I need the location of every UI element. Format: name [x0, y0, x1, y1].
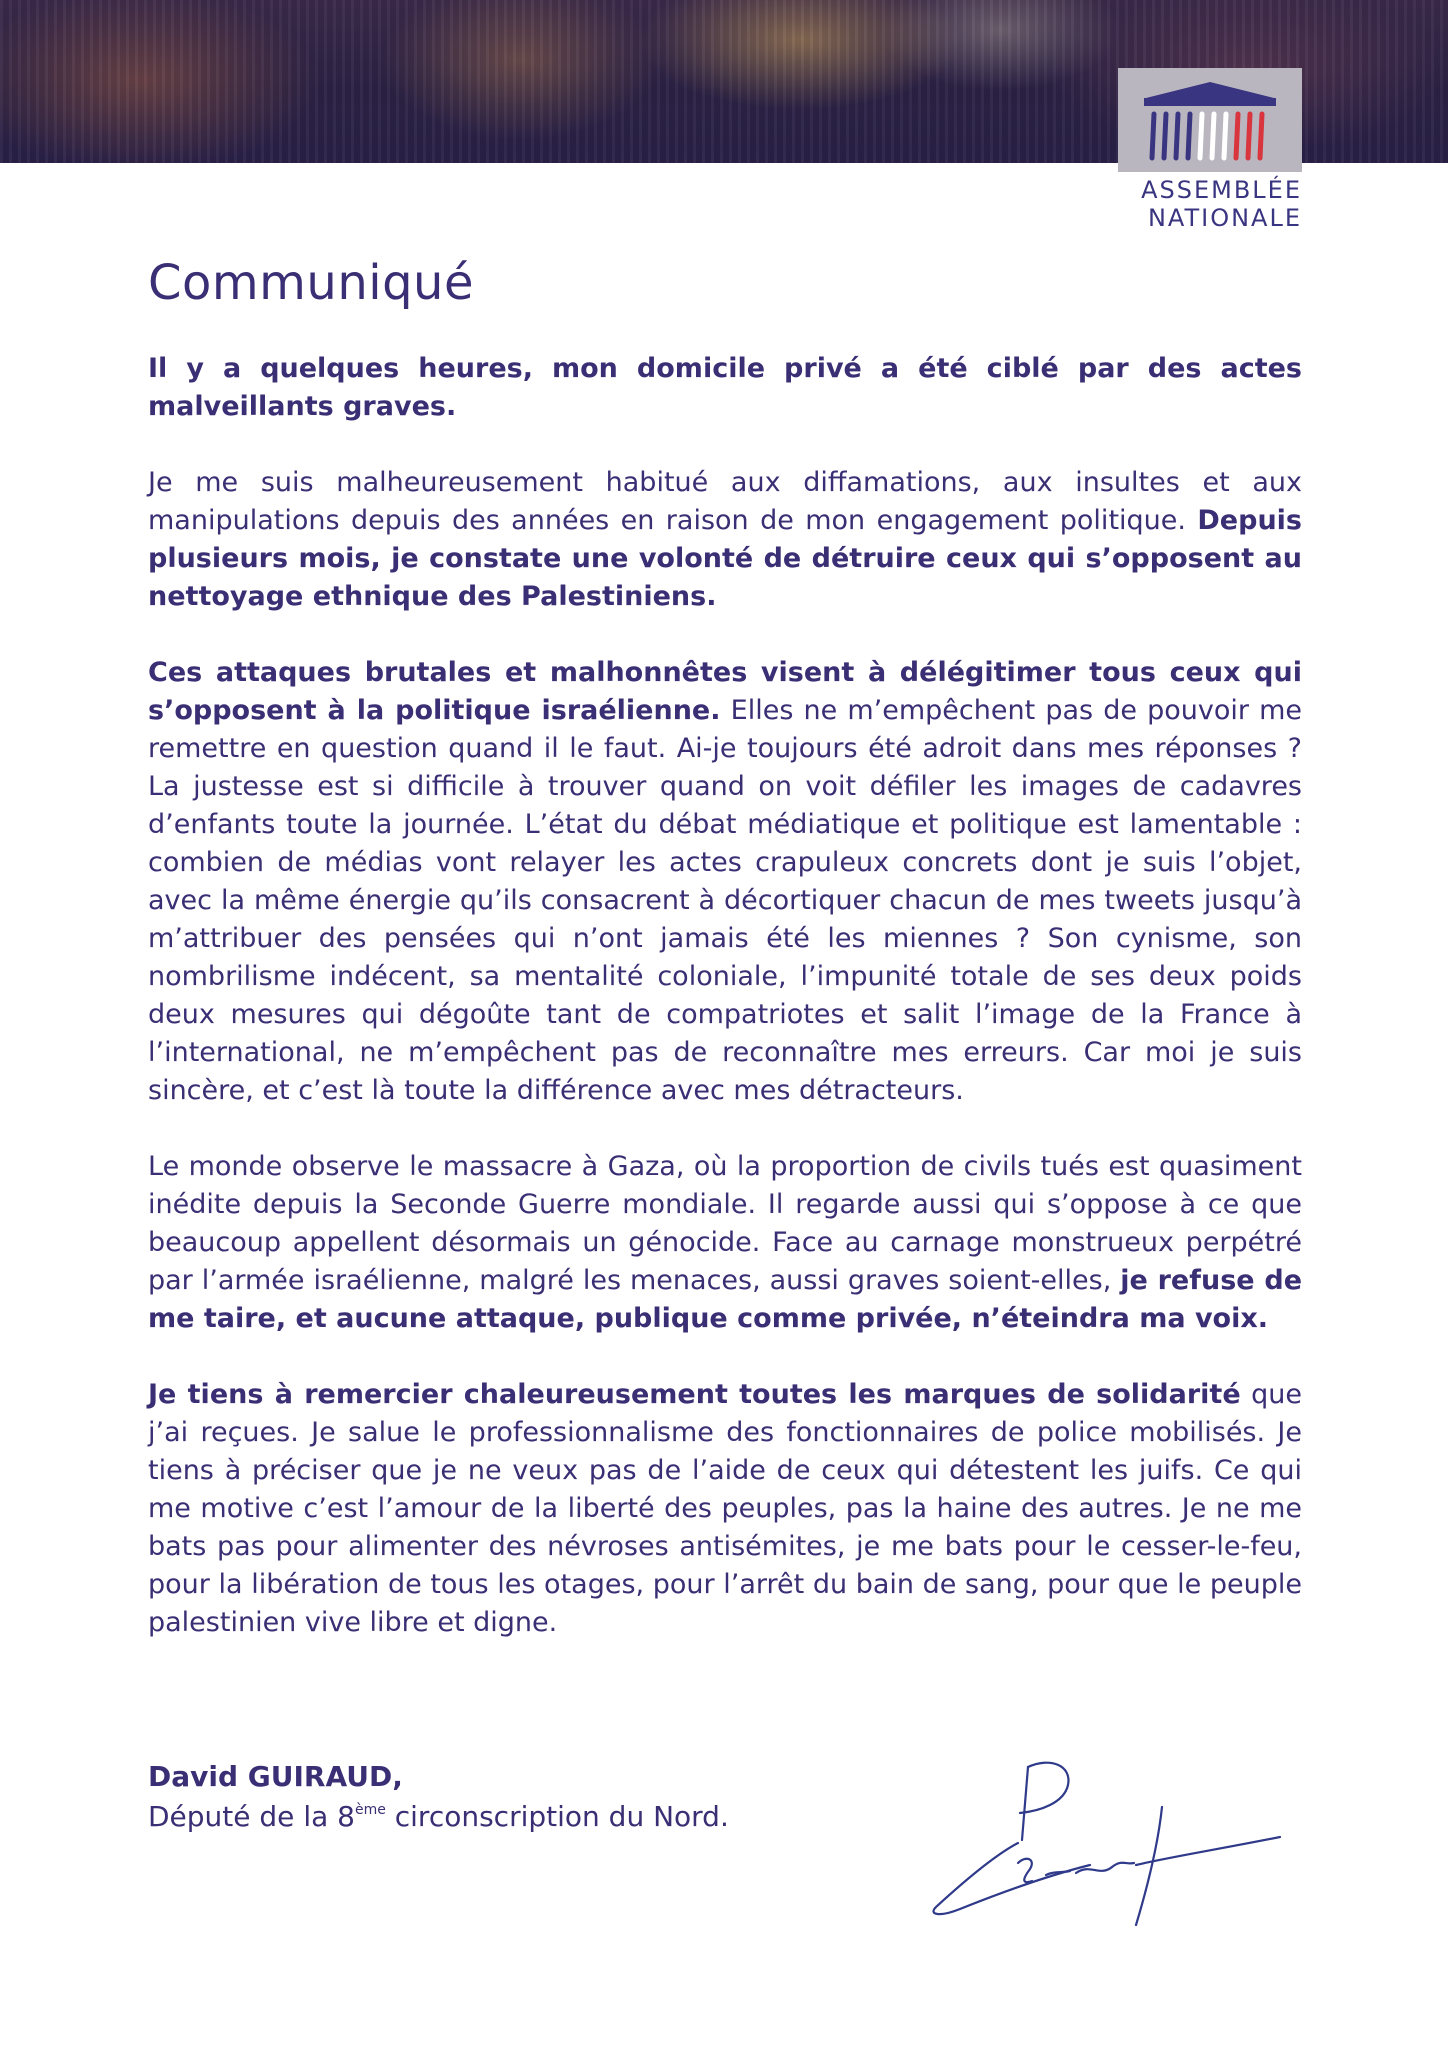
body-paragraph [148, 464, 1302, 616]
body-paragraph [148, 1148, 1302, 1338]
logo-line-2: NATIONALE [1147, 204, 1302, 232]
body-paragraph [148, 654, 1302, 1110]
emphasis-text: Ces attaques brutales et malhonnêtes visent à délégitimer tous ceux qui s’opposent à la politique israélienne. [148, 657, 1302, 726]
body-paragraph [148, 350, 1302, 426]
emphasis-text: Il y a quelques heures, mon domicile privé a été ciblé par des actes malveillants graves. [148, 353, 1302, 422]
paragraph-text: Je me suis malheureusement habitué aux diffamations, aux insultes et aux manipulations depuis des années en raison de mon engagement politique. [148, 467, 1302, 536]
communique-body [148, 350, 1302, 1680]
handwritten-signature [900, 1745, 1300, 1945]
paragraph-text: Elles ne m’empêchent pas de pouvoir me remettre en question quand il le faut. Ai-je toujours été adroit dans mes réponses ? La justesse est si difficile à trouver quand on voit défiler les images de cadavres d’enfants toute la journée. L’état du débat médiatique et politique est lamentable : combien de médias vont relayer les actes crapuleux concrets dont je suis l’objet, avec la même énergie qu’ils consacrent à décortiquer chacun de mes tweets jusqu’à m’attribuer des pensées qui n’ont jamais été les miennes ? Son cynisme, son nombrilisme indécent, sa mentalité coloniale, l’impunité totale de ses deux poids deux mesures qui dégoûte tant de compatriotes et salit l’image de la France à l’international, ne m’empêchent pas de reconnaître mes erreurs. Car moi je suis sincère, et c’est là toute la différence avec mes détracteurs. [148, 695, 1303, 1106]
emphasis-text: je refuse de me taire, et aucune attaque, publique comme privée, n’éteindra ma voix. [148, 1265, 1302, 1334]
logo-text [1118, 176, 1302, 232]
role-superscript: ème [354, 1802, 386, 1818]
signatory-role [148, 1800, 729, 1833]
assemblee-emblem-icon [1118, 68, 1302, 172]
role-suffix: circonscription du Nord. [385, 1800, 729, 1833]
logo-line-1: ASSEMBLÉE [1141, 176, 1302, 204]
role-prefix: Député de la 8 [148, 1800, 355, 1833]
body-paragraph [148, 1376, 1302, 1642]
page-title: Communiqué [148, 255, 474, 311]
emphasis-text: Je tiens à remercier chaleureusement toutes les marques de solidarité [148, 1379, 1241, 1410]
assemblee-nationale-logo [1118, 68, 1302, 236]
signatory-name: David GUIRAUD, [148, 1760, 403, 1793]
paragraph-text: Le monde observe le massacre à Gaza, où la proportion de civils tués est quasiment inédite depuis la Seconde Guerre mondiale. Il regarde aussi qui s’oppose à ce que beaucoup appellent désormais un génocide. Face au carnage monstrueux perpétré par l’armée israélienne, malgré les menaces, aussi graves soient-elles, [148, 1151, 1302, 1296]
emphasis-text: Depuis plusieurs mois, je constate une volonté de détruire ceux qui s’opposent au nettoyage ethnique des Palestiniens. [148, 505, 1302, 612]
paragraph-text: que j’ai reçues. Je salue le professionnalisme des fonctionnaires de police mobilisés. Je tiens à préciser que je ne veux pas de l’aide de ceux qui détestent les juifs. Ce qui me motive c’est l’amour de la liberté des peuples, pas la haine des autres. Je ne me bats pas pour alimenter des névroses antisémites, je me bats pour le cesser-le-feu, pour la libération de tous les otages, pour l’arrêt du bain de sang, pour que le peuple palestinien vive libre et digne. [148, 1379, 1302, 1638]
